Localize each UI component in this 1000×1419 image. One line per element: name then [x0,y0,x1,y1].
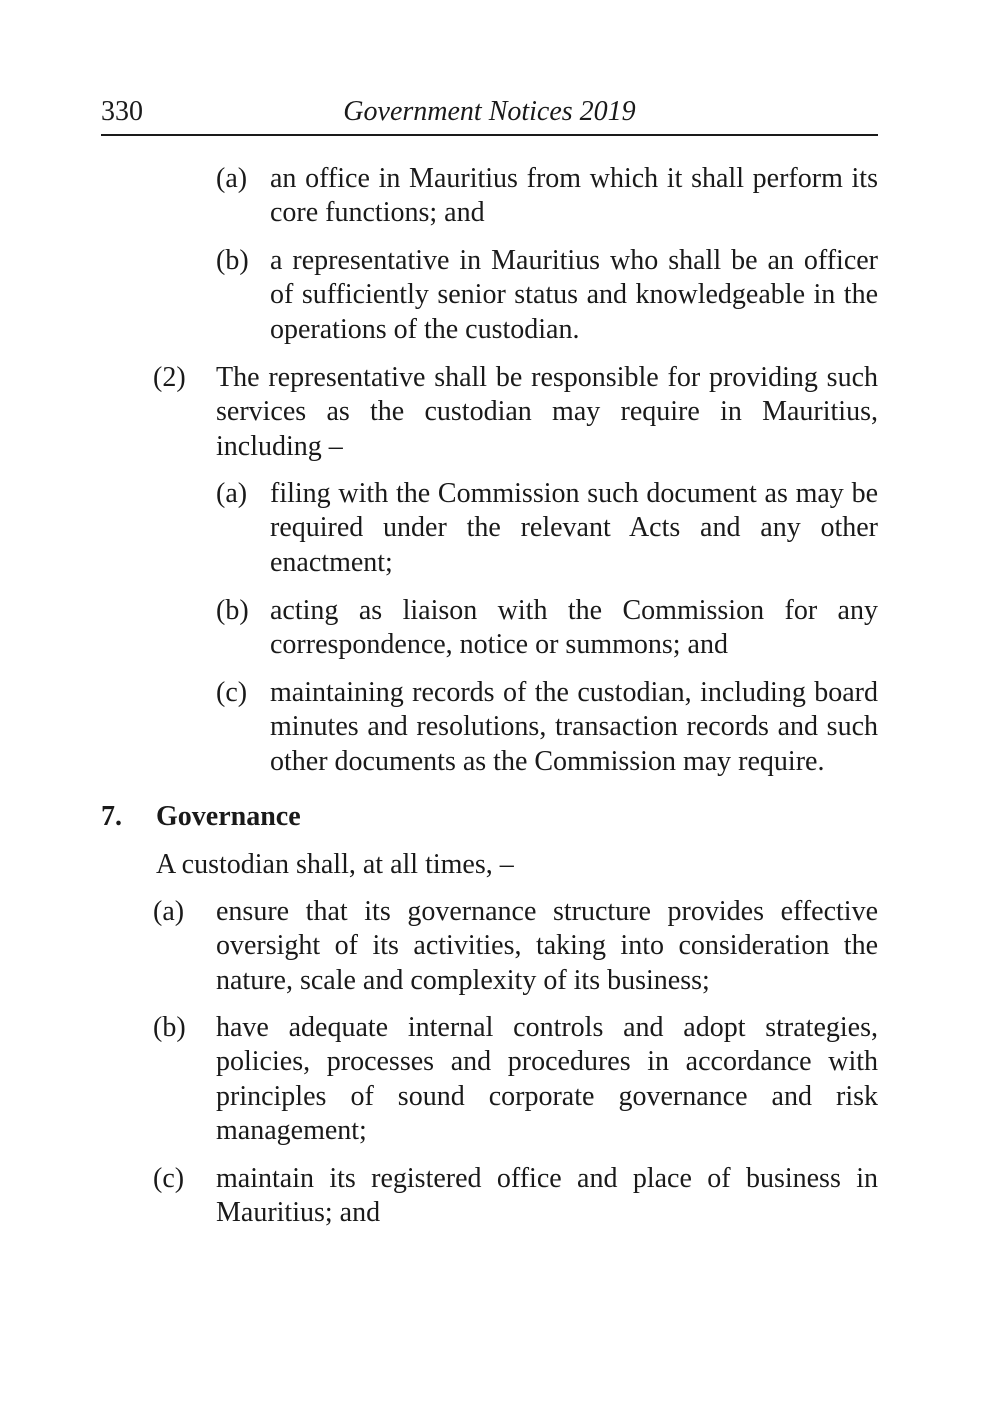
item-label: (a) [216,163,248,194]
list-item [216,162,878,232]
subsection-text: The representative shall be responsible for providing such services as the custodian may require in Mauritius, including – [216,362,878,462]
item-label: (c) [216,677,248,708]
list-item [153,1011,878,1151]
item-label: (b) [216,595,249,626]
list-item [216,477,878,581]
item-label: (c) [153,1163,185,1194]
item-text: a representative in Mauritius who shall be an officer of sufficiently senior status and knowledgeable in the operations of the custodian. [270,245,878,345]
item-text: acting as liaison with the Commission for any correspondence, notice or summons; and [270,595,878,661]
item-text: ensure that its governance structure provides effective oversight of its activities, taking into consideration the nature, scale and complexity of its business; [216,896,878,996]
item-text: maintain its registered office and place of business in Mauritius; and [216,1163,878,1229]
subsection-label: (2) [153,362,186,393]
item-label: (b) [153,1012,186,1043]
page-header [101,94,878,136]
item-label: (a) [153,896,185,927]
section-intro: A custodian shall, at all times, – [156,849,514,880]
running-title: Government Notices 2019 [343,96,636,127]
item-label: (b) [216,245,249,276]
item-label: (a) [216,478,248,509]
item-text: filing with the Commission such document as may be required under the relevant Acts and any other enactment; [270,478,878,578]
item-text: have adequate internal controls and adopt strategies, policies, processes and procedures in accordance with principles of sound corporate governance and risk management; [216,1012,878,1146]
list-item [216,594,878,664]
section-number: 7. [101,801,122,832]
subsection-2 [153,361,878,465]
item-text: maintaining records of the custodian, including board minutes and resolutions, transaction records and such other documents as the Commission may require. [270,677,878,777]
list-item [216,676,878,780]
item-text: an office in Mauritius from which it shall perform its core functions; and [270,163,878,229]
section-title: Governance [156,801,301,832]
list-item [153,895,878,999]
page-number: 330 [101,96,143,127]
list-item [153,1162,878,1232]
list-item [216,244,878,348]
